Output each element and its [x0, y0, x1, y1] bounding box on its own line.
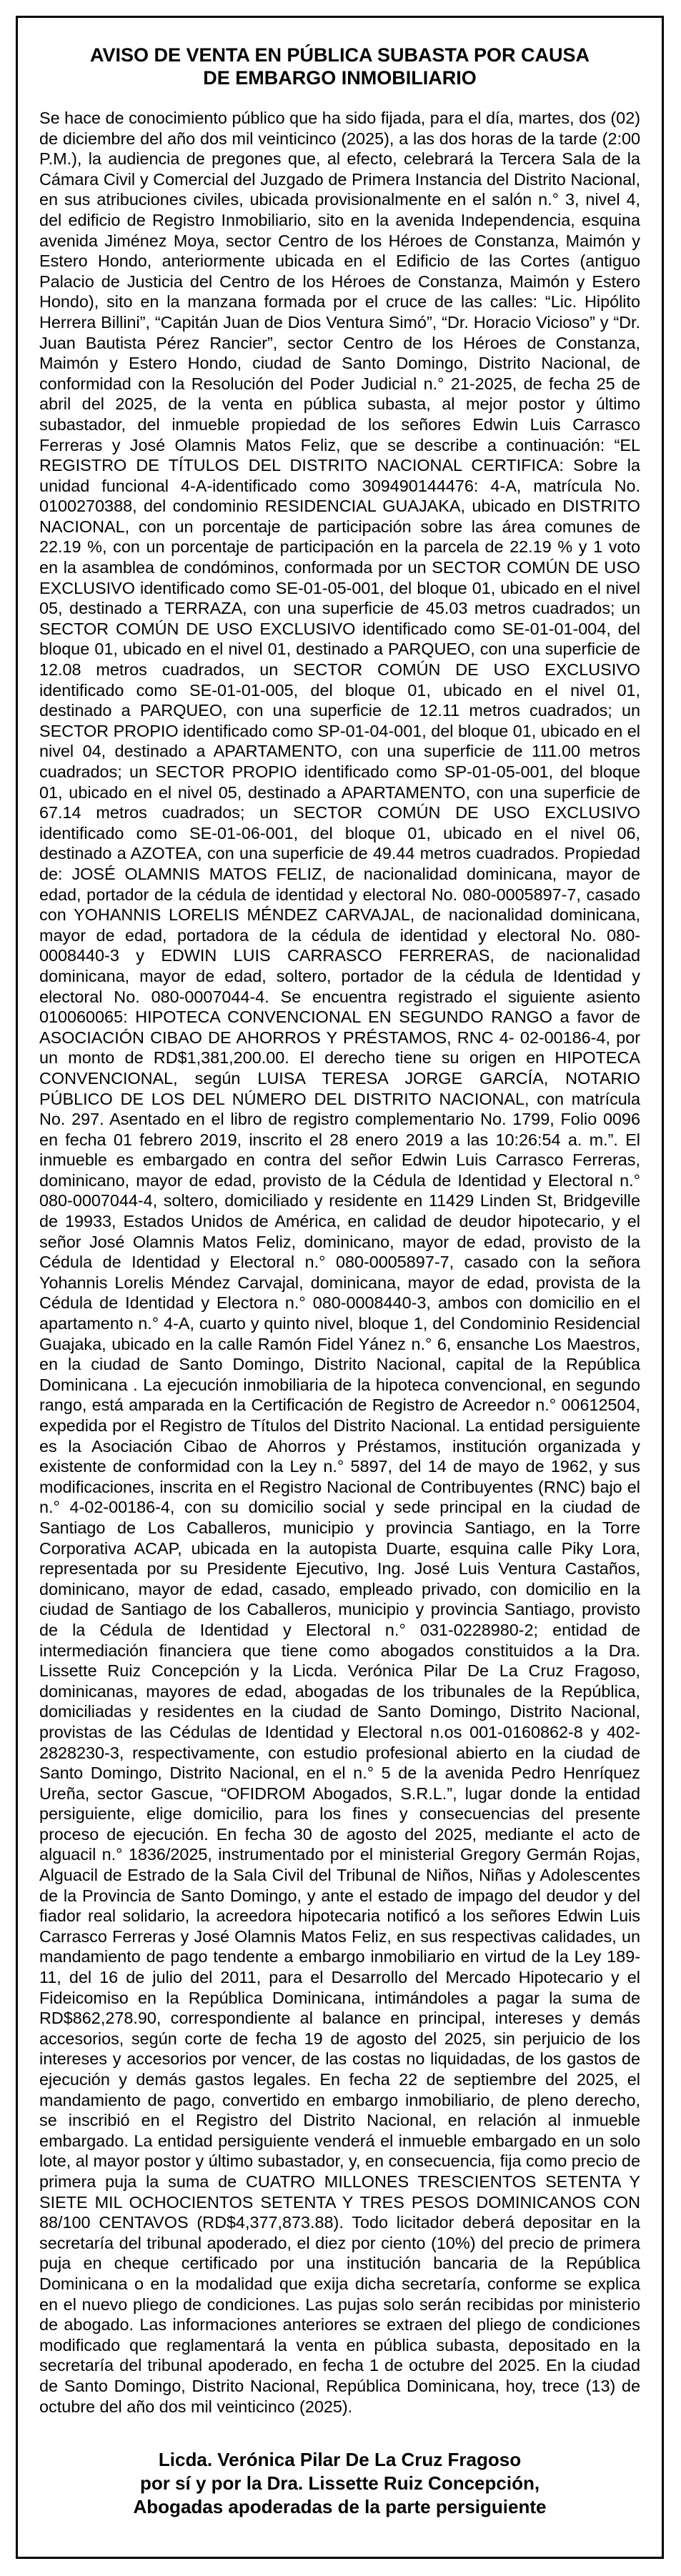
notice-title-line-2: DE EMBARGO INMOBILIARIO	[203, 67, 477, 89]
signature-line-1: Licda. Verónica Pilar De La Cruz Fragoso	[158, 2449, 522, 2471]
signature-block	[39, 2448, 640, 2519]
notice-title-line-1: AVISO DE VENTA EN PÚBLICA SUBASTA POR CAUSA	[89, 44, 590, 66]
signature-line-2: por sí y por la Dra. Lissette Ruiz Concepción,	[139, 2472, 540, 2495]
legal-notice	[16, 16, 664, 2559]
notice-body: Se hace de conocimiento público que ha sido fijada, para el día, martes, dos (02) de diciembre del año dos mil veinticinco (2025), a las dos horas de la tarde (2:00 P.M.), la audiencia de pregones que, al efecto, celebrará la Tercera Sala de la Cámara Civil y Comercial del Juzgado de Primera Instancia del Distrito Nacional, en sus atribuciones civiles, ubicada provisionalmente en el salón n.° 3, nivel 4, del edificio de Registro Inmobiliario, sito en la avenida Independencia, esquina avenida Jiménez Moya, sector Centro de los Héroes de Constanza, Maimón y Estero Hondo, anteriormente ubicada en el Edificio de las Cortes (antiguo Palacio de Justicia del Centro de los Héroes de Constanza, Maimón y Estero Hondo), sito en la manzana formada por el cruce de las calles: “Lic. Hipólito Herrera Billini”, “Capitán Juan de Dios Ventura Simó”, “Dr. Horacio Vicioso” y “Dr. Juan Bautista Pérez Rancier”, sector Centro de los Héroes de Constanza, Maimón y Estero Hondo, ciudad de Santo Domingo, Distrito Nacional, de conformidad con la Resolución del Poder Judicial n.° 21-2025, de fecha 25 de abril del 2025, de la venta en pública subasta, al mejor postor y último subastador, del inmueble propiedad de los señores Edwin Luis Carrasco Ferreras y José Olamnis Matos Feliz, que se describe a continuación: “EL REGISTRO DE TÍTULOS DEL DISTRITO NACIONAL CERTIFICA: Sobre la unidad funcional 4-A-identificado como 309490144476: 4-A, matrícula No. 0100270388, del condominio RESIDENCIAL GUAJAKA, ubicado en DISTRITO NACIONAL, con un porcentaje de participación sobre las área comunes de 22.19 %, con un porcentaje de participación en la parcela de 22.19 % y 1 voto en la asamblea de condóminos, conformada por un SECTOR COMÚN DE USO EXCLUSIVO identificado como SE-01-05-001, del bloque 01, ubicado en el nivel 05, destinado a TERRAZA, con una superficie de 45.03 metros cuadrados; un SECTOR COMÚN DE USO EXCLUSIVO identificado como SE-01-01-004, del bloque 01, ubicado en el nivel 01, destinado a PARQUEO, con una superficie de 12.08 metros cuadrados, un SECTOR COMÚN DE USO EXCLUSIVO identificado como SE-01-01-005, del bloque 01, ubicado en el nivel 01, destinado a PARQUEO, con una superficie de 12.11 metros cuadrados; un SECTOR PROPIO identificado como SP-01-04-001, del bloque 01, ubicado en el nivel 04, destinado a APARTAMENTO, con una superficie de 111.00 metros cuadrados; un SECTOR PROPIO identificado como SP-01-05-001, del bloque 01, ubicado en el nivel 05, destinado a APARTAMENTO, con una superficie de 67.14 metros cuadrados; un SECTOR COMÚN DE USO EXCLUSIVO identificado como SE-01-06-001, del bloque 01, ubicado en el nivel 06, destinado a AZOTEA, con una superficie de 49.44 metros cuadrados. Propiedad de: JOSÉ OLAMNIS MATOS FELIZ, de nacionalidad dominicana, mayor de edad, portador de la cédula de identidad y electoral No. 080-0005897-7, casado con YOHANNIS LORELIS MÉNDEZ CARVAJAL, de nacionalidad dominicana, mayor de edad, portadora de la cédula de identidad y electoral No. 080-0008440-3 y EDWIN LUIS CARRASCO FERRERAS, de nacionalidad dominicana, mayor de edad, soltero, portador de la cédula de Identidad y electoral No. 080-0007044-4. Se encuentra registrado el siguiente asiento 010060065: HIPOTECA CONVENCIONAL EN SEGUNDO RANGO a favor de ASOCIACIÓN CIBAO DE AHORROS Y PRÉSTAMOS, RNC 4- 02-00186-4, por un monto de RD$1,381,200.00. El derecho tiene su origen en HIPOTECA CONVENCIONAL, según LUISA TERESA JORGE GARCÍA, NOTARIO PÚBLICO DE LOS DEL NÚMERO DEL DISTRITO NACIONAL, con matrícula No. 297. Asentado en el libro de registro complementario No. 1799, Folio 0096 en fecha 01 febrero 2019, inscrito el 28 enero 2019 a las 10:26:54 a. m.”. El inmueble es embargado en contra del señor Edwin Luis Carrasco Ferreras, dominicano, mayor de edad, provisto de la Cédula de Identidad y Electoral n.° 080-0007044-4, soltero, domiciliado y residente en 11429 Linden St, Bridgeville de 19933, Estados Unidos de América, en calidad de deudor hipotecario, y el señor José Olamnis Matos Feliz, dominicano, mayor de edad, provisto de la Cédula de Identidad y Electoral n.° 080-0005897-7, casado con la señora Yohannis Lorelis Méndez Carvajal, dominicana, mayor de edad, provista de la Cédula de Identidad y Electora n.° 080-0008440-3, ambos con domicilio en el apartamento n.° 4-A, cuarto y quinto nivel, bloque 1, del Condominio Residencial Guajaka, ubicado en la calle Ramón Fidel Yánez n.° 6, ensanche Los Maestros, en la ciudad de Santo Domingo, Distrito Nacional, capital de la República Dominicana . La ejecución inmobiliaria de la hipoteca convencional, en segundo rango, está amparada en la Certificación de Registro de Acreedor n.° 00612504, expedida por el Registro de Títulos del Distrito Nacional. La entidad persiguiente es la Asociación Cibao de Ahorros y Préstamos, institución organizada y existente de conformidad con la Ley n.° 5897, del 14 de mayo de 1962, y sus modificaciones, inscrita en el Registro Nacional de Contribuyentes (RNC) bajo el n.° 4-02-00186-4, con su domicilio social y sede principal en la ciudad de Santiago de Los Caballeros, municipio y provincia Santiago, en la Torre Corporativa ACAP, ubicada en la autopista Duarte, esquina calle Piky Lora, representada por su Presidente Ejecutivo, Ing. José Luis Ventura Castaños, dominicano, mayor de edad, casado, empleado privado, con domicilio en la ciudad de Santiago de los Caballeros, municipio y provincia Santiago, provisto de la Cédula de Identidad y Electoral n.° 031-0228980-2; entidad de intermediación financiera que tiene como abogados constituidos a la Dra. Lissette Ruiz Concepción y la Licda. Verónica Pilar De La Cruz Fragoso, dominicanas, mayores de edad, abogadas de los tribunales de la República, domiciliadas y residentes en la ciudad de Santo Domingo, Distrito Nacional, provistas de las Cédulas de Identidad y Electoral n.os 001-0160862-8 y 402-2828230-3, respectivamente, con estudio profesional abierto en la ciudad de Santo Domingo, Distrito Nacional, en el n.° 5 de la avenida Pedro Henríquez Ureña, sector Gascue, “OFIDROM Abogados, S.R.L.”, lugar donde la entidad persiguiente, elige domicilio, para los fines y consecuencias del presente proceso de ejecución. En fecha 30 de agosto del 2025, mediante el acto de alguacil n.° 1836/2025, instrumentado por el ministerial Gregory Germán Rojas, Alguacil de Estrado de la Sala Civil del Tribunal de Niños, Niñas y Adolescentes de la Provincia de Santo Domingo, y ante el estado de impago del deudor y del fiador real solidario, la acreedora hipotecaria notificó a los señores Edwin Luis Carrasco Ferreras y José Olamnis Matos Feliz, en sus respectivas calidades, un mandamiento de pago tendente a embargo inmobiliario en virtud de la Ley 189-11, del 16 de julio del 2011, para el Desarrollo del Mercado Hipotecario y el Fideicomiso en la República Dominicana, intimándoles a pagar la suma de RD$862,278.90, correspondiente al balance en principal, intereses y demás accesorios, según corte de fecha 19 de agosto del 2025, sin perjuicio de los intereses y accesorios por vencer, de las costas no liquidadas, de los gastos de ejecución y demás gastos legales. En fecha 22 de septiembre del 2025, el mandamiento de pago, convertido en embargo inmobiliario, de pleno derecho, se inscribió en el Registro del Distrito Nacional, en relación al inmueble embargado. La entidad persiguiente venderá el inmueble embargado en un solo lote, al mayor postor y último subastador, y, en consecuencia, fija como precio de primera puja la suma de CUATRO MILLONES TRESCIENTOS SETENTA Y SIETE MIL OCHOCIENTOS SETENTA Y TRES PESOS DOMINICANOS CON 88/100 CENTAVOS (RD$4,377,873.88). Todo licitador deberá depositar en la secretaría del tribunal apoderado, el diez por ciento (10%) del precio de primera puja en cheque certificado por una institución bancaria de la República Dominicana o en la modalidad que exija dicha secretaría, conforme se explica en el nuevo pliego de condiciones. Las pujas solo serán recibidas por ministerio de abogado. Las informaciones anteriores se extraen del pliego de condiciones modificado que reglamentará la venta en pública subasta, depositado en la secretaría del tribunal apoderado, en fecha 1 de octubre del 2025. En la ciudad de Santo Domingo, Distrito Nacional, República Dominicana, hoy, trece (13) de octubre del año dos mil veinticinco (2025).	[39, 109, 640, 2416]
signature-line-3: Abogadas apoderadas de la parte persiguiente	[133, 2496, 547, 2518]
notice-title	[39, 44, 640, 89]
